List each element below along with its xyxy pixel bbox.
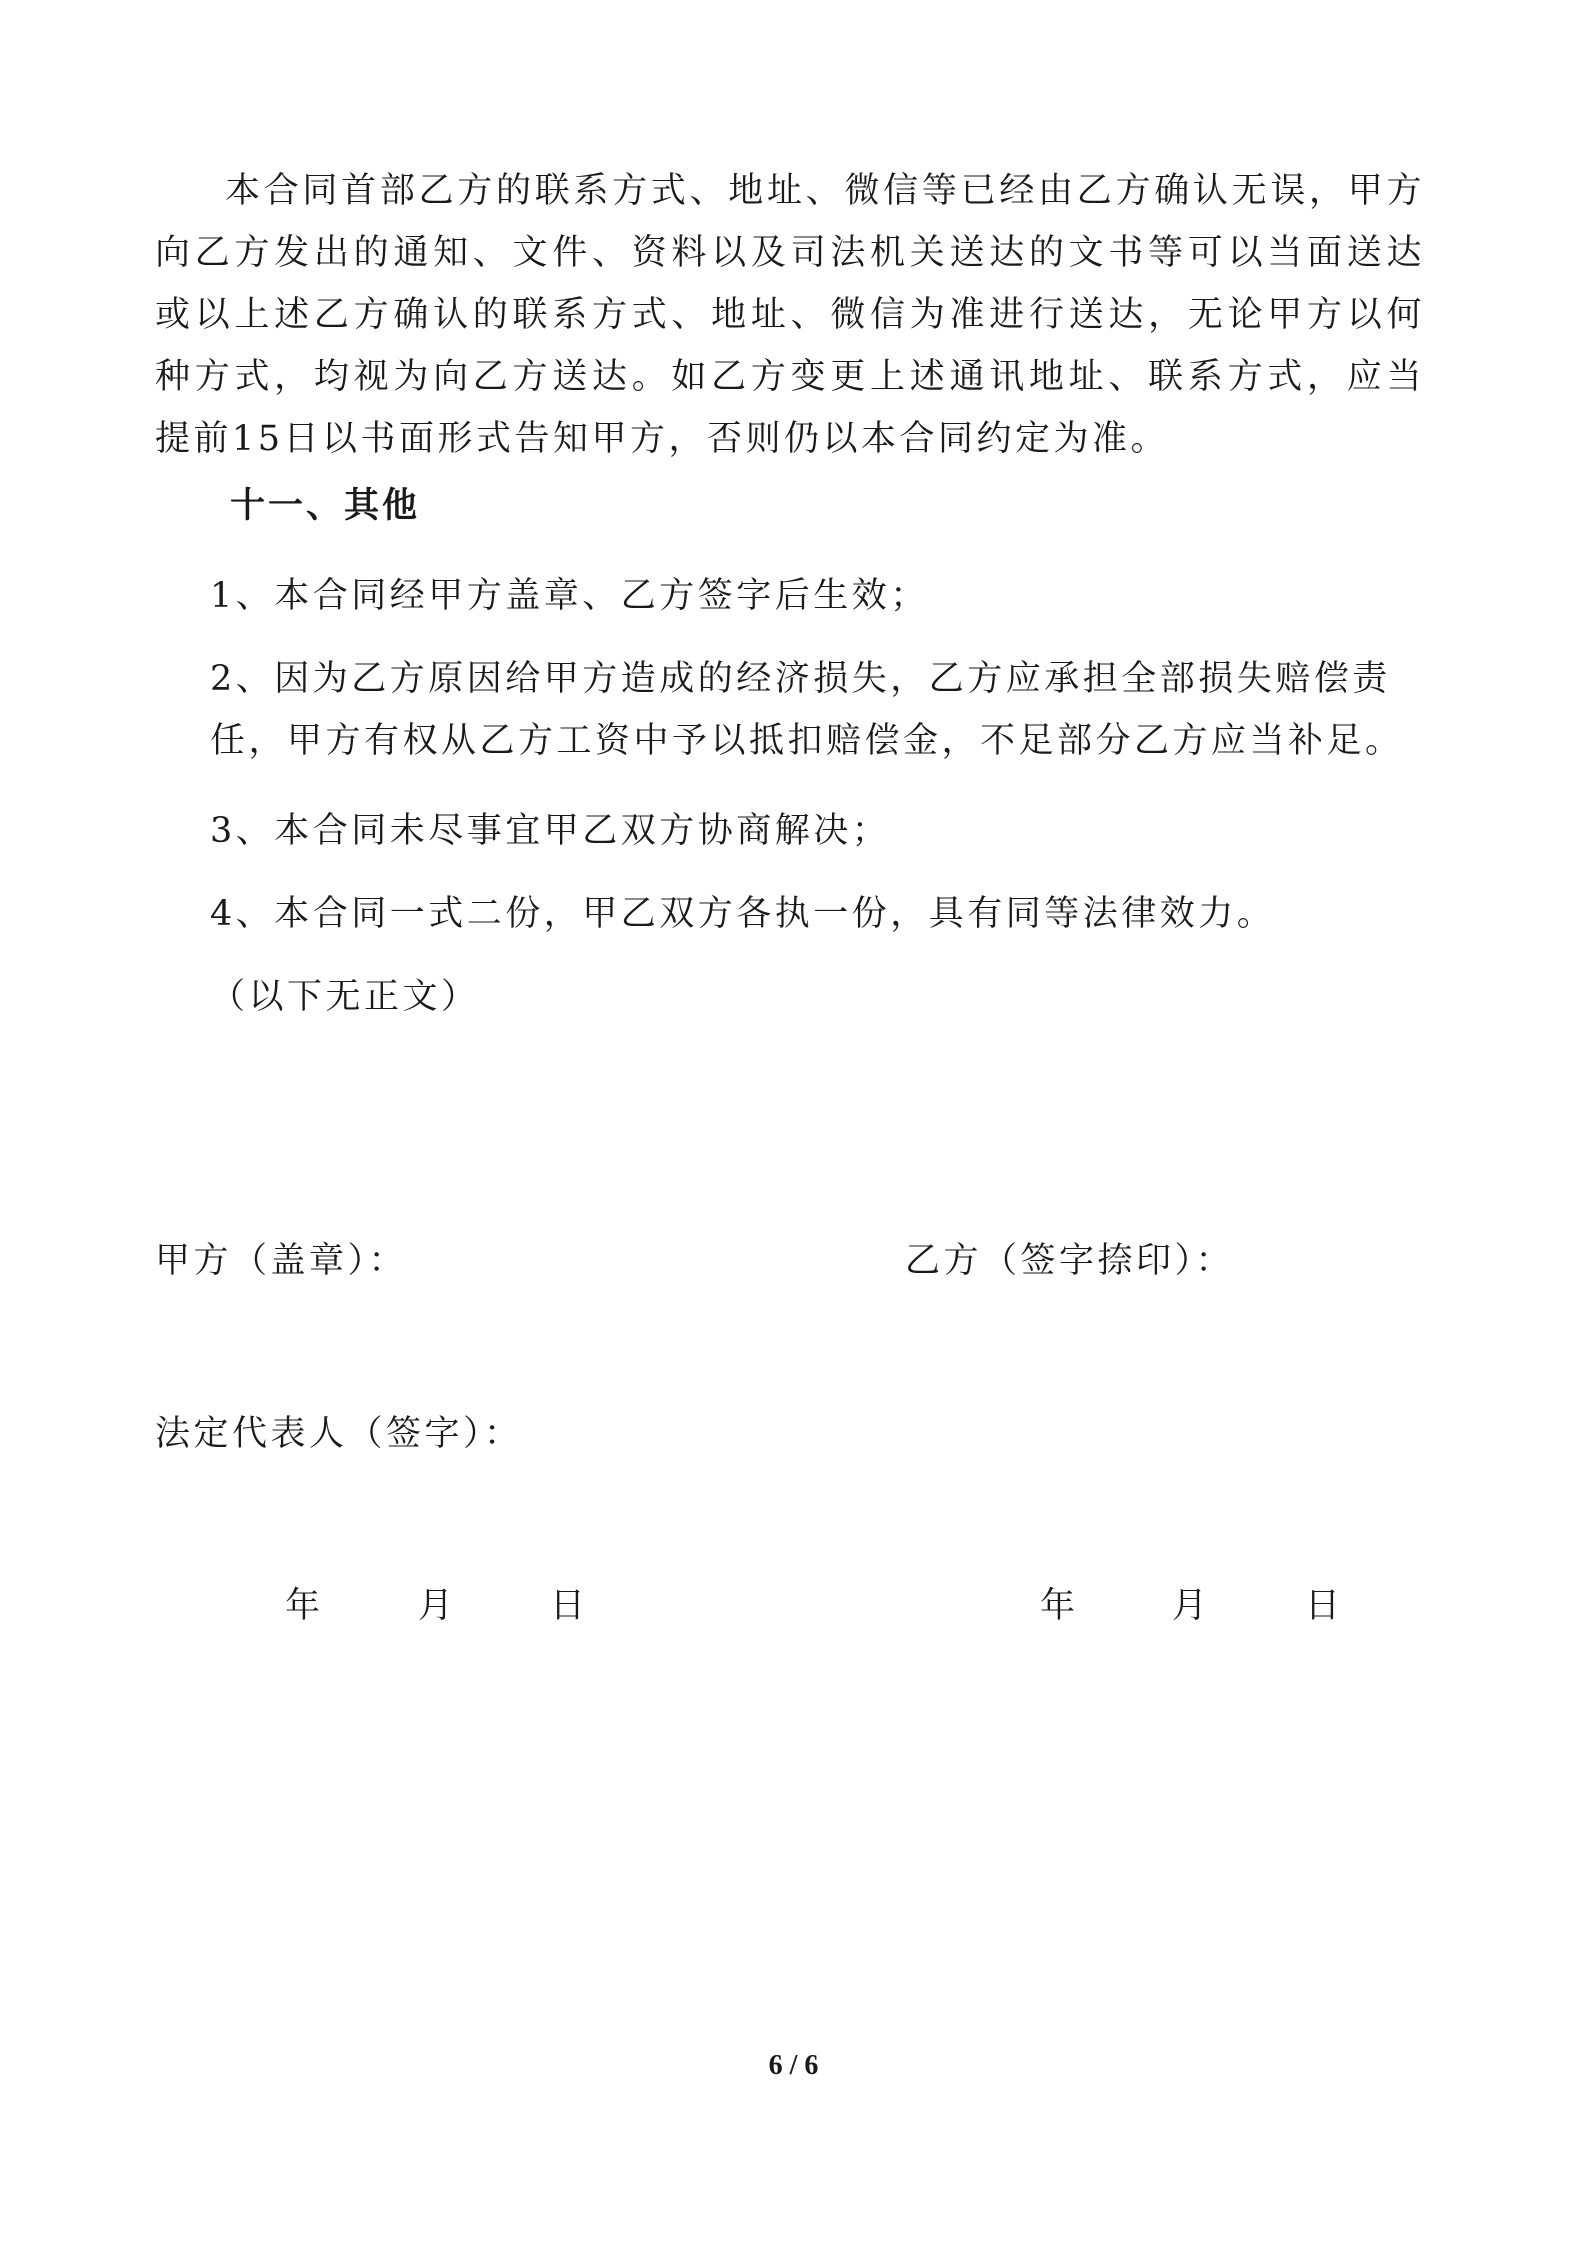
clause-item-3: 3、本合同未尽事宜甲乙双方协商解决；: [210, 811, 891, 851]
party-a-date-month: 月: [418, 1586, 454, 1626]
no-text-below-note: （以下无正文）: [210, 977, 480, 1017]
service-clause-paragraph: 本合同首部乙方的联系方式、地址、微信等已经由乙方确认无误，甲方向乙方发出的通知、文件、资料以及司法机关送达的文书等可以当面送达或以上述乙方确认的联系方式、地址、微信为准进行送达，无论甲方以何种方式，均视为向乙方送达。如乙方变更上述通讯地址、联系方式，应当提前15日以书面形式告知甲方，否则仍以本合同约定为准。: [155, 171, 1425, 459]
party-b-date-month: 月: [1172, 1586, 1208, 1626]
page-number: 6 / 6: [768, 2050, 819, 2081]
clause-item-2: 2、因为乙方原因给甲方造成的经济损失，乙方应承担全部损失赔偿责任，甲方有权从乙方工资中予以抵扣赔偿金，不足部分乙方应当补足。: [210, 659, 1404, 761]
legal-representative-label: 法定代表人（签字）：: [155, 1414, 523, 1454]
party-a-date-day: 日: [550, 1586, 586, 1626]
party-b-date-year: 年: [1040, 1586, 1076, 1626]
party-b-date-day: 日: [1305, 1586, 1341, 1626]
clause-item-4: 4、本合同一式二份，甲乙双方各执一份，具有同等法律效力。: [210, 894, 1276, 934]
party-b-sign-label: 乙方（签字捺印）：: [905, 1241, 1235, 1281]
section-heading: 十一、其他: [230, 485, 421, 526]
clause-item-1: 1、本合同经甲方盖章、乙方签字后生效；: [210, 576, 929, 616]
party-a-date-year: 年: [285, 1586, 321, 1626]
party-a-seal-label: 甲方（盖章）：: [155, 1241, 408, 1281]
